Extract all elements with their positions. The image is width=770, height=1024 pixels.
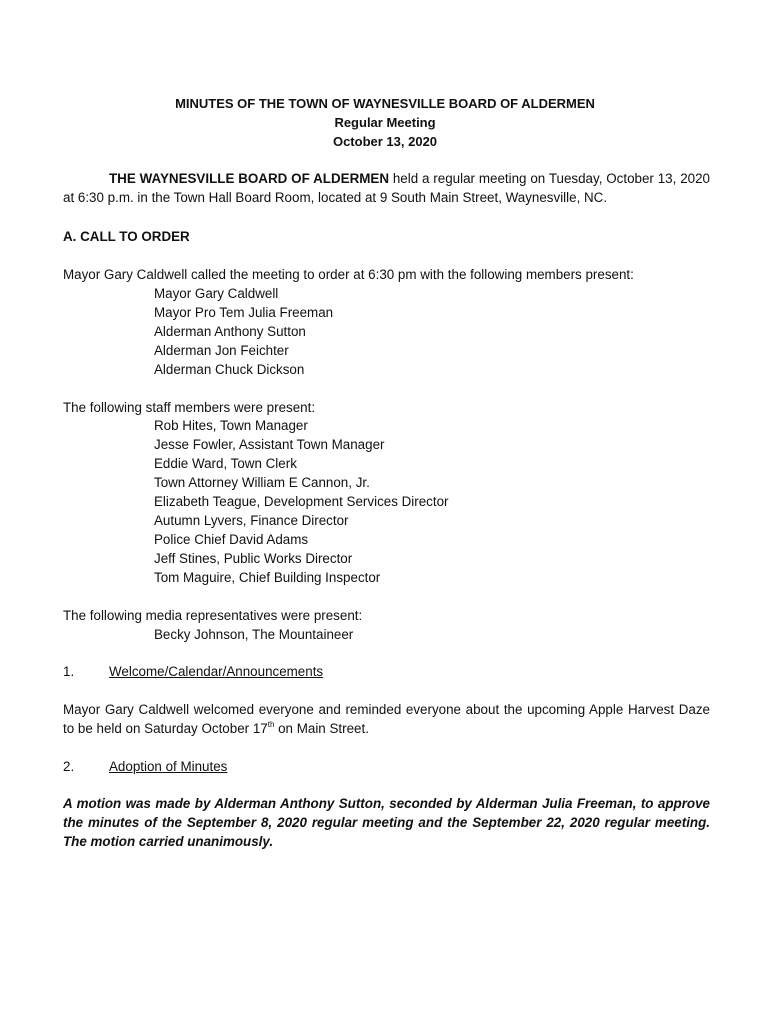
item-1-heading (63, 662, 323, 681)
section-a-heading: A. CALL TO ORDER (63, 229, 190, 244)
item-1-body-text: Mayor Gary Caldwell welcomed everyone and reminded everyone about the upcoming Apple Harvest Daze to be held on Saturday October 17 (63, 702, 710, 736)
members-list (154, 284, 333, 379)
item-1-title: Welcome/Calendar/Announcements (109, 664, 324, 679)
ordinal-suffix: th (267, 720, 275, 729)
list-item: Police Chief David Adams (154, 532, 309, 547)
list-item: Mayor Pro Tem Julia Freeman (154, 305, 334, 320)
item-1-number: 1. (63, 664, 75, 679)
list-item: Mayor Gary Caldwell (154, 286, 279, 301)
intro-bold-lead: THE WAYNESVILLE BOARD OF ALDERMEN (109, 171, 389, 186)
list-item: Rob Hites, Town Manager (154, 418, 308, 433)
members-intro: Mayor Gary Caldwell called the meeting to order at 6:30 pm with the following members present: (63, 267, 634, 282)
item-2-title: Adoption of Minutes (109, 759, 228, 774)
list-item: Tom Maguire, Chief Building Inspector (154, 570, 381, 585)
list-item: Town Attorney William E Cannon, Jr. (154, 475, 370, 490)
list-item: Alderman Chuck Dickson (154, 362, 305, 377)
media-list (154, 625, 353, 644)
list-item: Becky Johnson, The Mountaineer (154, 627, 354, 642)
media-intro: The following media representatives were present: (63, 608, 363, 623)
meeting-date: October 13, 2020 (332, 134, 438, 149)
list-item: Alderman Jon Feichter (154, 343, 289, 358)
intro-text: held a regular meeting on Tuesday, October 13, 2020 at 6:30 p.m. in the Town Hall Board Room, located at 9 South Main Street, Waynesville, NC. (63, 171, 710, 205)
staff-list (154, 416, 449, 587)
meeting-type: Regular Meeting (334, 115, 436, 130)
staff-intro: The following staff members were present: (63, 400, 316, 415)
list-item: Jesse Fowler, Assistant Town Manager (154, 437, 385, 452)
motion-text: A motion was made by Alderman Anthony Sutton, seconded by Alderman Julia Freeman, to approve the minutes of the September 8, 2020 regular meeting and the September 22, 2020 regular meeting. The motion carried unanimously. (63, 796, 710, 849)
list-item: Alderman Anthony Sutton (154, 324, 306, 339)
item-1-body (63, 700, 710, 738)
document-title: MINUTES OF THE TOWN OF WAYNESVILLE BOARD OF ALDERMEN (175, 96, 595, 111)
intro-paragraph (63, 169, 710, 207)
item-2-number: 2. (63, 759, 75, 774)
list-item: Jeff Stines, Public Works Director (154, 551, 353, 566)
document-header (0, 94, 770, 151)
list-item: Autumn Lyvers, Finance Director (154, 513, 349, 528)
item-1-body-end: on Main Street. (274, 721, 369, 736)
list-item: Eddie Ward, Town Clerk (154, 456, 297, 471)
item-2-heading (63, 757, 227, 776)
list-item: Elizabeth Teague, Development Services Director (154, 494, 449, 509)
